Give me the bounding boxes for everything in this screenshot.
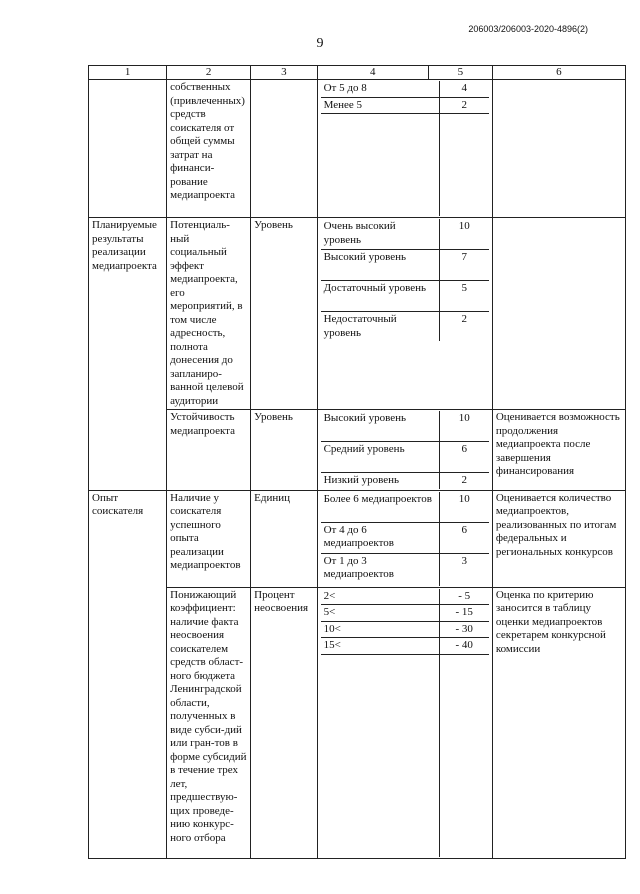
- page-number: 9: [316, 36, 324, 51]
- unit-cell: [251, 80, 317, 218]
- level-label: 2<: [321, 589, 439, 606]
- level-score: 10: [439, 411, 489, 442]
- unit-cell: Уровень: [251, 218, 317, 410]
- level-score: 3: [439, 554, 489, 586]
- levels-cell: [317, 218, 492, 410]
- note-cell: [492, 218, 625, 410]
- level-score: 2: [439, 98, 489, 115]
- criteria-table: [88, 65, 626, 859]
- level-label: Более 6 медиапроектов: [321, 492, 439, 523]
- note-cell: Оценивается количество медиапроектов, реализованных по итогам федеральных и региональных конкурсов: [492, 490, 625, 587]
- level-score: - 30: [439, 622, 489, 639]
- level-score: 7: [439, 250, 489, 281]
- level-label: Высокий уровень: [321, 250, 439, 281]
- level-score: - 15: [439, 605, 489, 622]
- level-label: От 1 до 3 медиапроектов: [323, 554, 394, 580]
- level-label: 5<: [321, 605, 439, 622]
- column-header: 3: [251, 66, 317, 80]
- table-row: [89, 490, 626, 587]
- levels-cell: [317, 490, 492, 587]
- level-score: 4: [439, 81, 489, 98]
- indicator-cell: Понижающий коэффициент: наличие факта неосвоения соискателем средств област-ного бюджета Ленинградской области, полученных в виде субси-дий или гран-тов в форме субсидий в течение трех лет, предшествую-щих проведе-нию конкурс-ного отбора: [167, 587, 251, 858]
- level-label: 10<: [321, 622, 439, 639]
- column-header: 4: [317, 66, 428, 80]
- level-score: 10: [439, 492, 489, 523]
- level-label: Достаточный уровень: [321, 281, 439, 312]
- indicator-cell: Наличие у соискателя успешного опыта реализации медиапроектов: [167, 490, 251, 587]
- level-label: Высокий уровень: [321, 411, 439, 442]
- level-score: 5: [439, 281, 489, 312]
- levels-cell: [317, 587, 492, 858]
- levels-cell: [317, 410, 492, 491]
- table-row: [89, 80, 626, 218]
- level-score: 6: [439, 442, 489, 473]
- unit-cell: Единиц: [251, 490, 317, 587]
- document-id: 206003/206003-2020-4896(2): [468, 24, 588, 34]
- note-cell: Оценивается возможность продолжения медиапроекта после завершения финансирования: [492, 410, 625, 491]
- level-score: 2: [439, 312, 489, 341]
- level-score: 6: [439, 523, 489, 554]
- unit-cell: Уровень: [251, 410, 317, 491]
- column-header: 6: [492, 66, 625, 80]
- table-row: [89, 218, 626, 410]
- table-header-row: [89, 66, 626, 80]
- level-label: Менее 5: [321, 98, 439, 115]
- level-score: - 5: [439, 589, 489, 606]
- criterion-cell: [89, 80, 167, 218]
- note-cell: Оценка по критерию заносится в таблицу оценки медиапроектов секретарем конкурсной комиссии: [492, 587, 625, 858]
- indicator-cell: Устойчивость медиапроекта: [167, 410, 251, 491]
- column-header: 1: [89, 66, 167, 80]
- indicator-cell: собственных (привлеченных) средств соискателя от общей суммы затрат на финанси-рование медиапроекта: [167, 80, 251, 218]
- unit-cell: Процент неосвоения: [251, 587, 317, 858]
- level-label: Недостаточный уровень: [323, 313, 397, 339]
- level-label: Средний уровень: [321, 442, 439, 473]
- criterion-cell: Планируемые результаты реализации медиапроекта: [89, 218, 167, 491]
- note-cell: [492, 80, 625, 218]
- level-label: Низкий уровень: [323, 474, 400, 486]
- level-label: От 5 до 8: [321, 81, 439, 98]
- levels-cell: [317, 80, 492, 218]
- table-row: [89, 587, 626, 858]
- level-score: - 40: [439, 638, 489, 655]
- indicator-cell: Потенциаль-ный социальный эффект медиапроекта, его мероприятий, в том числе адресность, полнота донесения до запланиро-ванной целевой аудитории: [167, 218, 251, 410]
- column-header: 5: [428, 66, 492, 80]
- table-row: [89, 410, 626, 491]
- column-header: 2: [167, 66, 251, 80]
- level-score: 2: [439, 473, 489, 489]
- level-label: 15<: [321, 638, 439, 655]
- criterion-cell: Опыт соискателя: [89, 490, 167, 858]
- level-label: Очень высокий уровень: [321, 219, 439, 250]
- level-label: От 4 до 6 медиапроектов: [321, 523, 439, 554]
- level-score: 10: [439, 219, 489, 250]
